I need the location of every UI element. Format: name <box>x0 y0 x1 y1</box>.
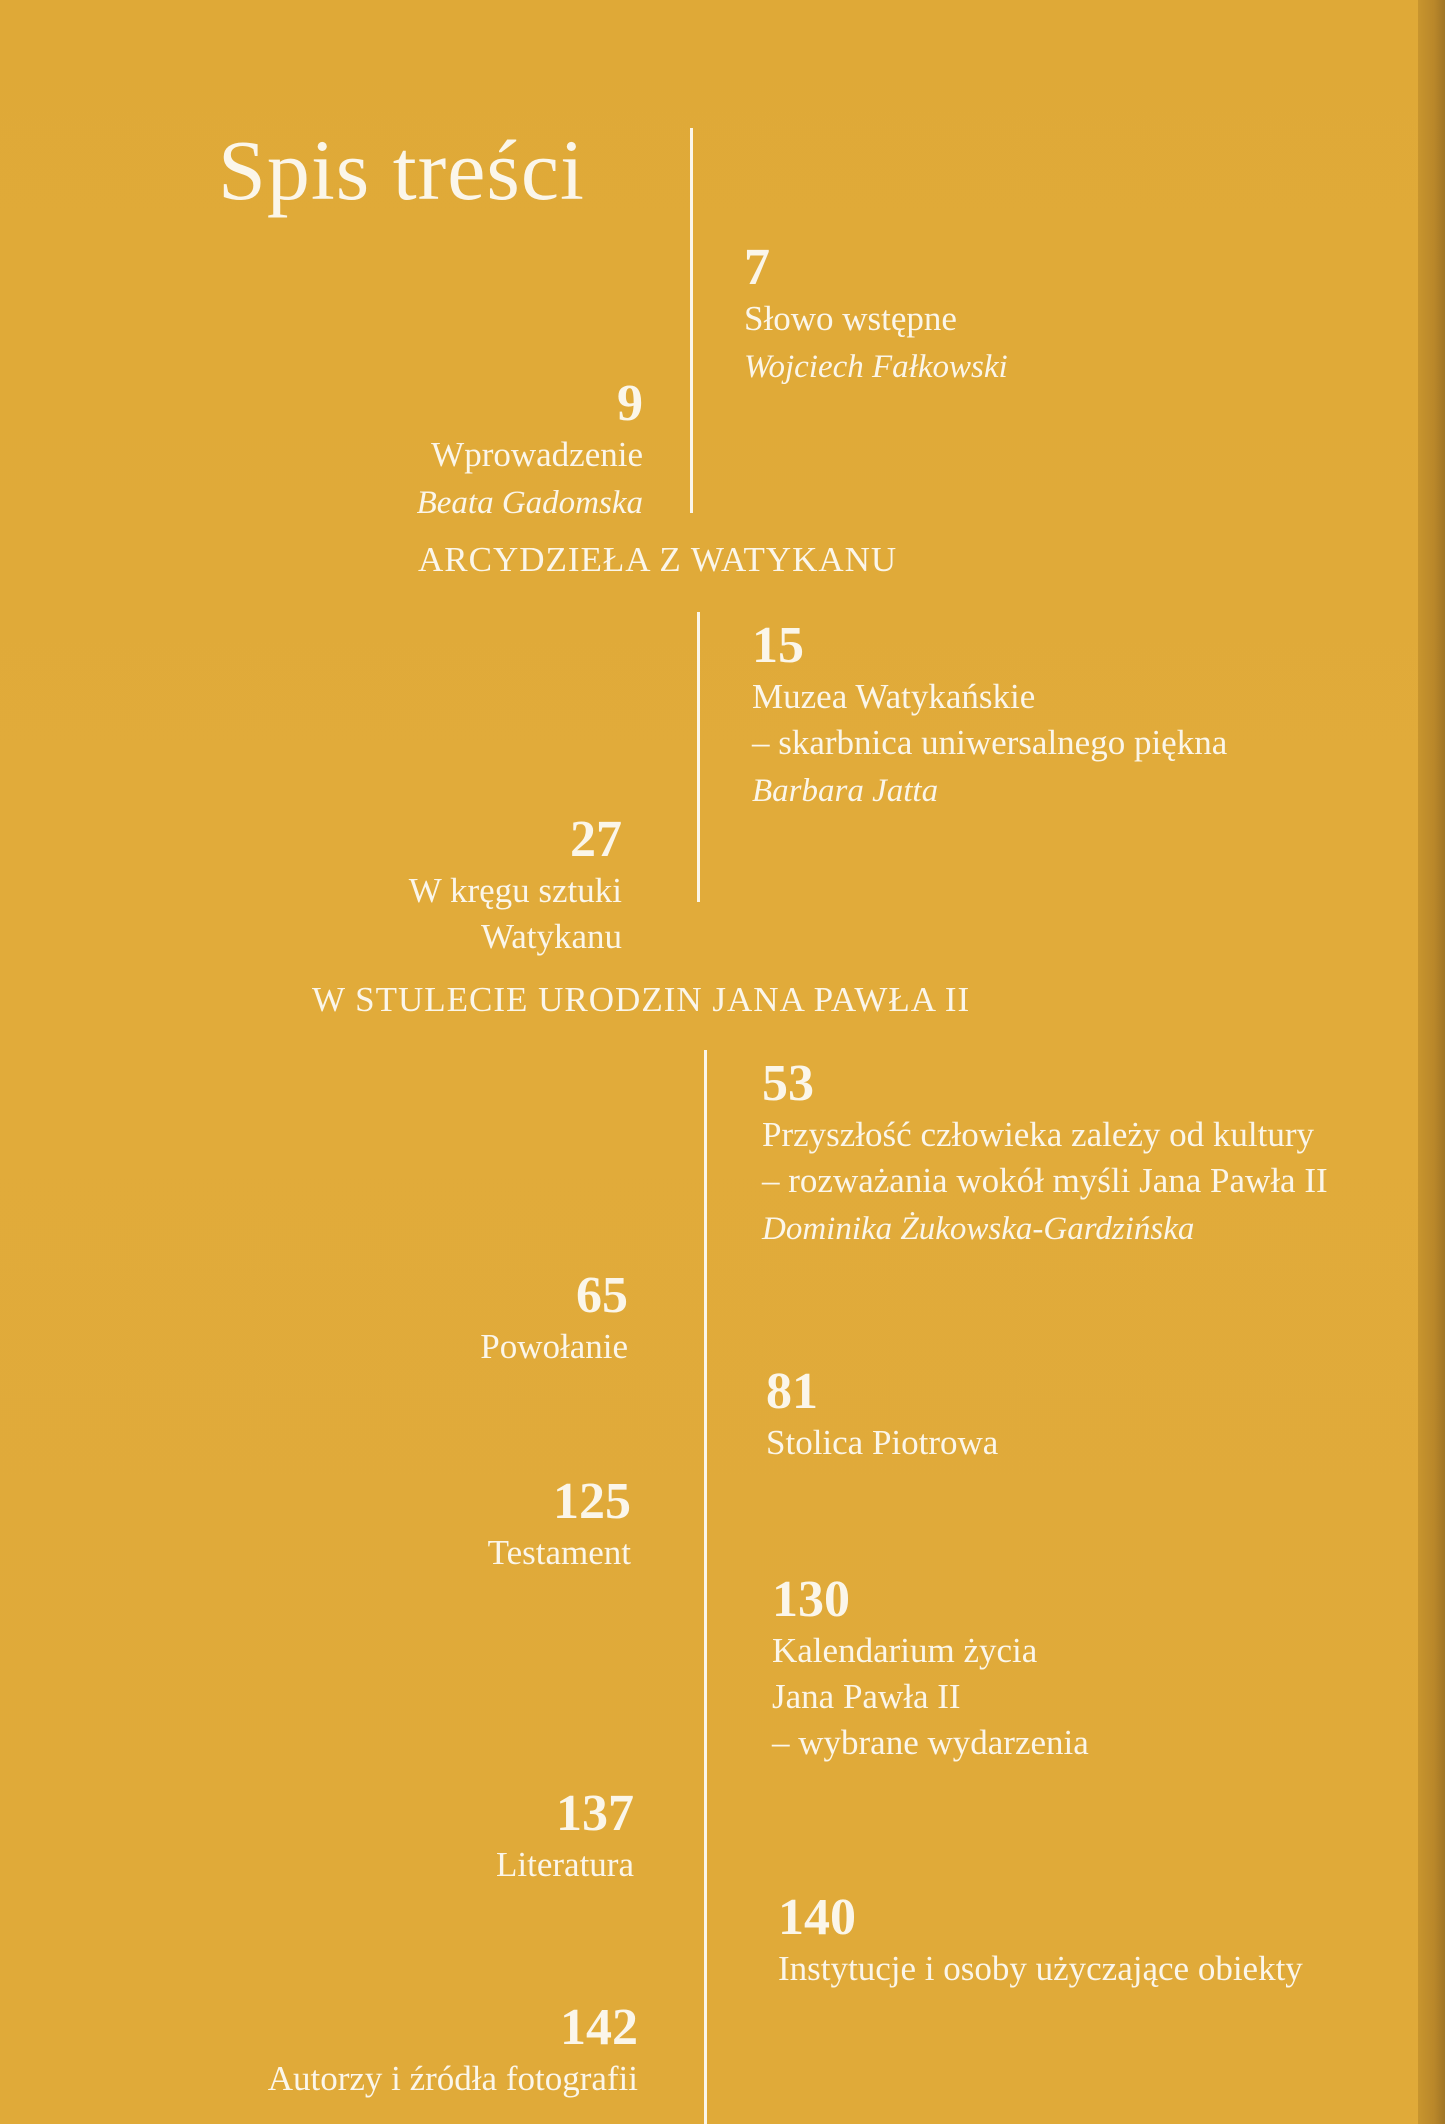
section-heading-arcydziela: ARCYDZIEŁA Z WATYKANU <box>418 540 898 579</box>
entry-title: Wprowadzenie <box>431 435 643 474</box>
entry-title: Stolica Piotrowa <box>766 1423 999 1462</box>
toc-entry-7[interactable] <box>744 240 1008 392</box>
toc-entry-125[interactable] <box>488 1474 631 1576</box>
page-number: 130 <box>772 1571 850 1628</box>
page-number: 7 <box>744 239 770 296</box>
page-number: 27 <box>570 811 622 868</box>
entry-title: Powołanie <box>480 1327 628 1366</box>
page-number: 142 <box>560 1999 638 2056</box>
page-number: 53 <box>762 1055 814 1112</box>
divider-line-1 <box>690 128 693 513</box>
entry-title: Kalendarium życia Jana Pawła II – wybrane wydarzenia <box>772 1631 1089 1762</box>
toc-entry-137[interactable] <box>496 1786 634 1888</box>
toc-entry-140[interactable] <box>778 1890 1303 1992</box>
entry-title: Autorzy i źródła fotografii <box>267 2059 638 2098</box>
page-number: 81 <box>766 1363 818 1420</box>
toc-entry-65[interactable] <box>480 1268 628 1370</box>
toc-entry-27[interactable] <box>409 812 622 960</box>
page-number: 125 <box>553 1473 631 1530</box>
page-title: Spis treści <box>218 122 585 218</box>
toc-entry-142[interactable] <box>268 2000 638 2102</box>
entry-author: Beata Gadomska <box>416 485 643 521</box>
entry-author: Barbara Jatta <box>752 773 939 809</box>
entry-title: Słowo wstępne <box>744 299 957 338</box>
page-number: 9 <box>617 375 643 432</box>
toc-entry-53[interactable] <box>762 1056 1328 1254</box>
toc-entry-15[interactable] <box>752 618 1227 816</box>
entry-author: Wojciech Fałkowski <box>744 349 1008 385</box>
page-number: 65 <box>576 1267 628 1324</box>
divider-line-2 <box>697 612 700 902</box>
page-number: 140 <box>778 1889 856 1946</box>
entry-title: Przyszłość człowieka zależy od kultury – rozważania wokół myśli Jana Pawła II <box>762 1115 1328 1200</box>
entry-title: W kręgu sztuki Watykanu <box>408 871 622 956</box>
page-edge-shadow <box>1418 0 1445 2124</box>
toc-entry-9[interactable] <box>417 376 643 528</box>
entry-title: Testament <box>487 1533 631 1572</box>
page-number: 15 <box>752 617 804 674</box>
toc-entry-81[interactable] <box>766 1364 998 1466</box>
toc-entry-130[interactable] <box>772 1572 1089 1766</box>
section-heading-stulecie: W STULECIE URODZIN JANA PAWŁA II <box>312 980 971 1019</box>
divider-line-3 <box>704 1050 707 2124</box>
page-number: 137 <box>556 1785 634 1842</box>
entry-title: Instytucje i osoby użyczające obiekty <box>778 1949 1303 1988</box>
entry-title: Muzea Watykańskie – skarbnica uniwersalnego piękna <box>752 677 1228 762</box>
entry-title: Literatura <box>496 1845 634 1884</box>
entry-author: Dominika Żukowska-Gardzińska <box>762 1211 1195 1247</box>
